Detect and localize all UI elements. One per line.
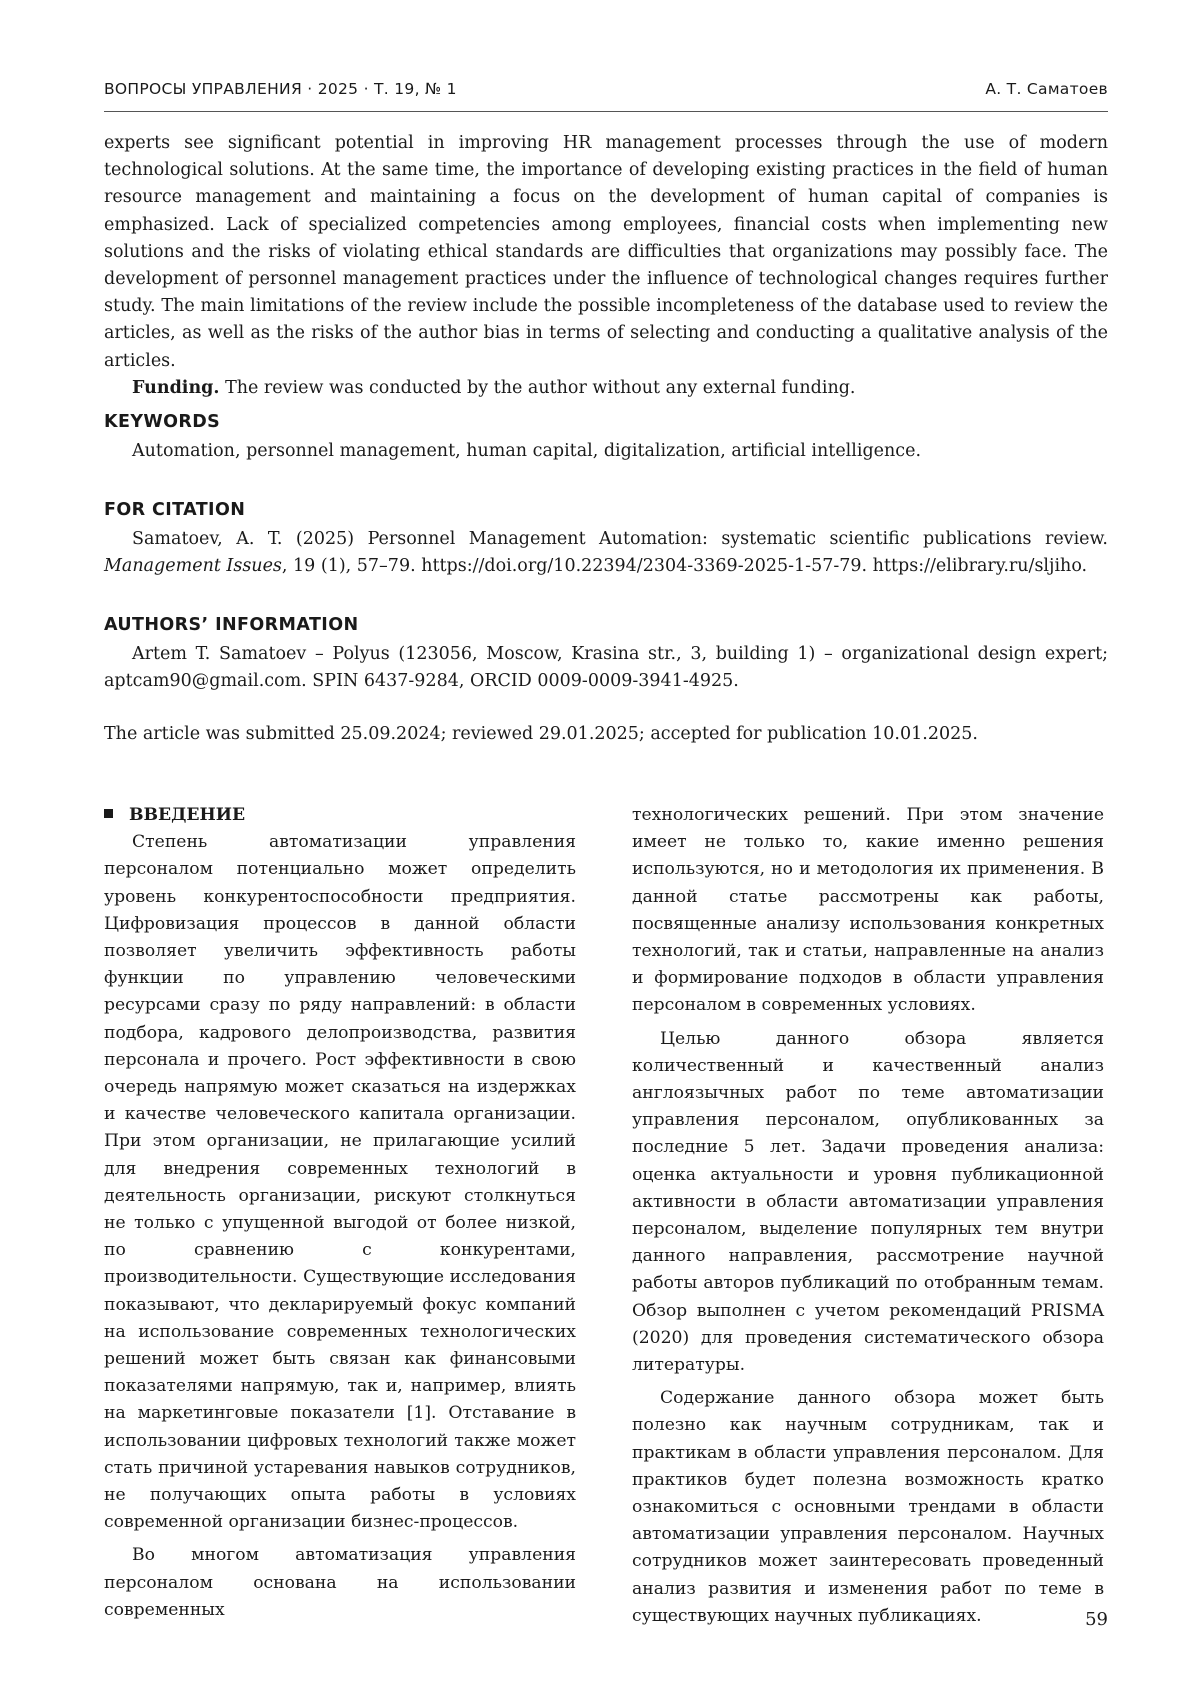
square-bullet-icon	[104, 809, 113, 818]
authors-info-text: Artem T. Samatoev – Polyus (123056, Moscow, Krasina str., 3, building 1) – organizational design expert; aptcam90@gmail.com. SPIN 6437-9284, ORCID 0009-0009-3941-4925.	[104, 644, 1108, 692]
funding-label: Funding.	[132, 377, 220, 398]
introduction-heading	[104, 802, 576, 829]
authors-info-title: AUTHORS’ INFORMATION	[104, 615, 359, 635]
citation-prefix: Samatoev, A. T. (2025) Personnel Management Automation: systematic scientific publications review.	[132, 529, 1108, 549]
introduction-column-left	[104, 802, 576, 1624]
running-header	[104, 80, 1108, 106]
introduction-heading-text: ВВЕДЕНИЕ	[129, 805, 246, 825]
article-dates-text: The article was submitted 25.09.2024; reviewed 29.01.2025; accepted for publication 10.01.2025.	[104, 724, 978, 744]
citation-title: FOR CITATION	[104, 500, 246, 520]
introduction-paragraph-2-end: технологических решений. При этом значение имеет не только то, какие именно решения используются, но и методология их применения. В данной статье рассмотрены как работы, посвященные анализу использования конкретных технологий, так и статьи, направленные на анализ и формирование подходов в области управления персоналом в современных условиях.	[632, 805, 1104, 1016]
citation-suffix: , 19 (1), 57–79. https://doi.org/10.22394/2304-3369-2025-1-57-79. https://elibrary.ru/sljiho.	[281, 556, 1088, 577]
introduction-paragraph-1: Степень автоматизации управления персоналом потенциально может определить уровень конкурентоспособности предприятия. Цифровизация процессов в данной области позволяет увеличить эффективность работы функции по управлению человеческими ресурсами сразу по ряду направлений: в области подбора, кадрового делопроизводства, развития персонала и прочего. Рост эффективности в свою очередь напрямую может сказаться на издержках и качестве человеческого капитала организации. При этом организации, не прилагающие усилий для внедрения современных технологий в деятельность организации, рискуют столкнуться не только с упущенной выгодой от более низкой, по сравнению с конкурентами, производительности. Существующие исследования показывают, что декларируемый фокус компаний на использование современных технологических решений может быть связан как финансовыми показателями напрямую, так и, например, влиять на маркетинговые показатели [1]. Отставание в использовании цифровых технологий также может стать причиной устаревания навыков сотрудников, не получающих опыта работы в условиях современной организации бизнес-процессов.	[104, 832, 576, 1533]
abstract-continuation	[104, 130, 1108, 402]
keywords-body	[104, 438, 1108, 465]
page-number: 59	[1085, 1609, 1108, 1630]
journal-title: ВОПРОСЫ УПРАВЛЕНИЯ · 2025 · Т. 19, № 1	[104, 80, 457, 98]
header-rule	[104, 111, 1108, 112]
introduction-paragraph-2-start: Во многом автоматизация управления персоналом основана на использовании современных	[104, 1545, 576, 1620]
introduction-column-right	[632, 802, 1104, 1630]
citation-journal: Management Issues	[104, 556, 282, 577]
running-author: А. Т. Саматоев	[985, 80, 1108, 98]
citation-body	[104, 526, 1108, 580]
introduction-paragraph-3: Целью данного обзора является количественный и качественный анализ англоязычных работ по теме автоматизации управления персоналом, опубликованных за последние 5 лет. Задачи проведения анализа: оценка актуальности и уровня публикационной активности в области автоматизации управления персоналом, выделение популярных тем внутри данного направления, рассмотрение научной работы авторов публикаций по отобранным темам. Обзор выполнен с учетом рекомендаций PRISMA (2020) для проведения систематического обзора литературы.	[632, 1028, 1104, 1376]
introduction-paragraph-4: Содержание данного обзора может быть полезно как научным сотрудникам, так и практикам в области управления персоналом. Для практиков будет полезна возможность кратко ознакомиться с основными трендами в области автоматизации управления персоналом. Научных сотрудников может заинтересовать проведенный анализ развития и изменения работ по теме в существующих научных публикациях.	[632, 1388, 1104, 1626]
keywords-text: Automation, personnel management, human capital, digitalization, artificial intelligence.	[132, 441, 922, 461]
funding-text: The review was conducted by the author without any external funding.	[219, 377, 856, 398]
article-dates	[104, 721, 1108, 748]
funding-paragraph	[104, 375, 1108, 402]
authors-info-body	[104, 641, 1108, 695]
abstract-text: experts see significant potential in improving HR management processes through the use of modern technological solutions. At the same time, the importance of developing existing practices in the field of human resource management and maintaining a focus on the development of human capital of companies is emphasized. Lack of specialized competencies among employees, financial costs when implementing new solutions and the risks of violating ethical standards are difficulties that organizations may possibly face. The development of personnel management practices under the influence of technological changes requires further study. The main limitations of the review include the possible incompleteness of the database used to review the articles, as well as the risks of the author bias in terms of selecting and conducting a qualitative analysis of the articles.	[104, 133, 1108, 371]
citation-text	[104, 526, 1108, 580]
keywords-title: KEYWORDS	[104, 412, 221, 432]
